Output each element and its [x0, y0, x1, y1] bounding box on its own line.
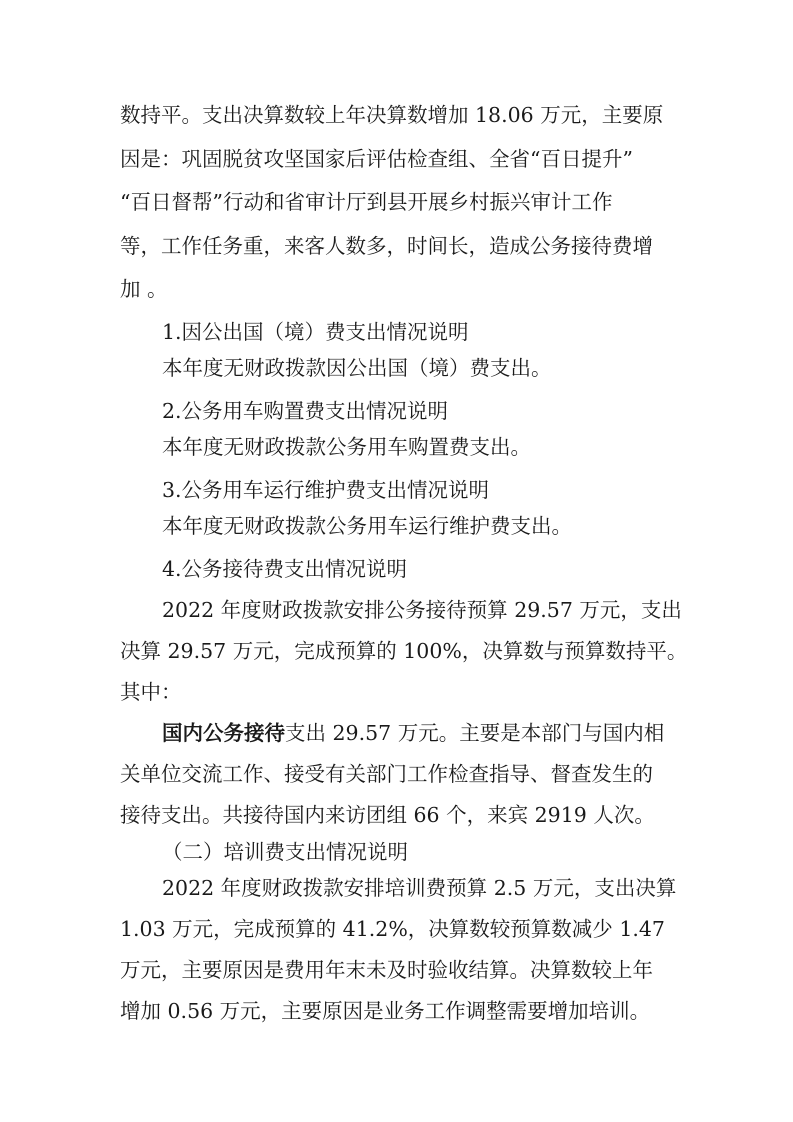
- body-text-line: 2022 年度财政拨款安排公务接待预算 29.57 万元，支出: [162, 598, 682, 622]
- domestic-reception-label: 国内公务接待: [162, 721, 285, 745]
- section-body: 本年度无财政拨款公务用车运行维护费支出。: [162, 514, 572, 538]
- domestic-reception-text: 支出 29.57 万元。主要是本部门与国内相: [285, 721, 665, 745]
- section-body: 本年度无财政拨款公务用车购置费支出。: [162, 435, 531, 459]
- body-text-line: 因是：巩固脱贫攻坚国家后评估检查组、全省“百日提升”: [120, 147, 633, 171]
- body-text-line: “百日督帮”行动和省审计厅到县开展乡村振兴审计工作: [120, 190, 613, 214]
- body-text-line: 决算 29.57 万元，完成预算的 100%，决算数与预算数持平。: [120, 639, 688, 663]
- section-body: 本年度无财政拨款因公出国（境）费支出。: [162, 356, 552, 380]
- section-heading: 2.公务用车购置费支出情况说明: [162, 399, 449, 423]
- body-text-line: 关单位交流工作、接受有关部门工作检查指导、督查发生的: [120, 762, 653, 786]
- body-text-line: 等，工作任务重，来客人数多，时间长，造成公务接待费增: [120, 234, 653, 258]
- body-text-line: 1.03 万元，完成预算的 41.2%，决算数较预算数减少 1.47: [120, 917, 665, 941]
- section-heading: 4.公务接待费支出情况说明: [162, 557, 408, 581]
- body-text-line: 万元，主要原因是费用年末未及时验收结算。决算数较上年: [120, 958, 653, 982]
- body-text-line: 增加 0.56 万元，主要原因是业务工作调整需要增加培训。: [120, 999, 651, 1023]
- body-text-line: 接待支出。共接待国内来访团组 66 个，来宾 2919 人次。: [120, 803, 655, 827]
- section-heading: 1.因公出国（境）费支出情况说明: [162, 320, 469, 344]
- section-heading: 3.公务用车运行维护费支出情况说明: [162, 478, 490, 502]
- body-text-line: 2022 年度财政拨款安排培训费预算 2.5 万元，支出决算: [162, 876, 677, 900]
- body-text-line: 其中：: [120, 680, 182, 704]
- body-text-line: 数持平。支出决算数较上年决算数增加 18.06 万元，主要原: [120, 103, 664, 127]
- section-heading: （二）培训费支出情况说明: [162, 840, 408, 864]
- body-text-line: 加 。: [120, 277, 168, 301]
- domestic-reception-line: [162, 719, 680, 747]
